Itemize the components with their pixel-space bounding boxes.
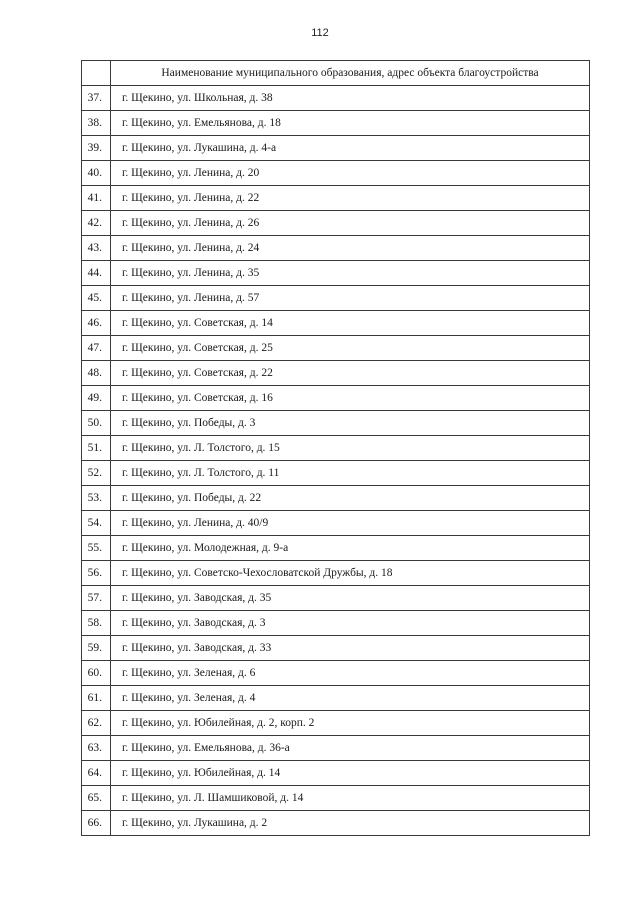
table-row	[82, 161, 590, 186]
row-address: г. Щекино, ул. Молодежная, д. 9-а	[111, 536, 590, 561]
row-address: г. Щекино, ул. Л. Шамшиковой, д. 14	[111, 786, 590, 811]
row-address: г. Щекино, ул. Ленина, д. 22	[111, 186, 590, 211]
table-row	[82, 811, 590, 836]
row-number: 43.	[82, 236, 111, 261]
row-address: г. Щекино, ул. Л. Толстого, д. 11	[111, 461, 590, 486]
row-address: г. Щекино, ул. Лукашина, д. 4-а	[111, 136, 590, 161]
address-table	[81, 60, 590, 836]
table-row	[82, 686, 590, 711]
row-address: г. Щекино, ул. Победы, д. 3	[111, 411, 590, 436]
table-row	[82, 286, 590, 311]
row-number: 54.	[82, 511, 111, 536]
row-number: 53.	[82, 486, 111, 511]
header-number-cell	[82, 61, 111, 86]
row-address: г. Щекино, ул. Заводская, д. 35	[111, 586, 590, 611]
table-row	[82, 411, 590, 436]
row-number: 52.	[82, 461, 111, 486]
table-row	[82, 211, 590, 236]
table-row	[82, 761, 590, 786]
table-body	[82, 86, 590, 836]
row-number: 41.	[82, 186, 111, 211]
row-address: г. Щекино, ул. Заводская, д. 3	[111, 611, 590, 636]
row-number: 46.	[82, 311, 111, 336]
table-row	[82, 261, 590, 286]
row-number: 42.	[82, 211, 111, 236]
row-number: 40.	[82, 161, 111, 186]
row-number: 49.	[82, 386, 111, 411]
table-row	[82, 186, 590, 211]
row-address: г. Щекино, ул. Школьная, д. 38	[111, 86, 590, 111]
table-row	[82, 511, 590, 536]
row-number: 44.	[82, 261, 111, 286]
table-row	[82, 561, 590, 586]
table-row	[82, 711, 590, 736]
row-address: г. Щекино, ул. Победы, д. 22	[111, 486, 590, 511]
row-address: г. Щекино, ул. Советская, д. 22	[111, 361, 590, 386]
row-address: г. Щекино, ул. Советская, д. 14	[111, 311, 590, 336]
row-number: 62.	[82, 711, 111, 736]
row-address: г. Щекино, ул. Ленина, д. 40/9	[111, 511, 590, 536]
table-row	[82, 311, 590, 336]
row-address: г. Щекино, ул. Л. Толстого, д. 15	[111, 436, 590, 461]
row-address: г. Щекино, ул. Советско-Чехословатской Дружбы, д. 18	[111, 561, 590, 586]
table-row	[82, 361, 590, 386]
row-address: г. Щекино, ул. Зеленая, д. 4	[111, 686, 590, 711]
row-number: 66.	[82, 811, 111, 836]
table-header-row	[82, 61, 590, 86]
row-number: 57.	[82, 586, 111, 611]
table-row	[82, 586, 590, 611]
row-address: г. Щекино, ул. Юбилейная, д. 14	[111, 761, 590, 786]
table-row	[82, 336, 590, 361]
row-number: 65.	[82, 786, 111, 811]
row-address: г. Щекино, ул. Зеленая, д. 6	[111, 661, 590, 686]
table-row	[82, 111, 590, 136]
table-row	[82, 236, 590, 261]
row-address: г. Щекино, ул. Советская, д. 16	[111, 386, 590, 411]
row-address: г. Щекино, ул. Ленина, д. 57	[111, 286, 590, 311]
row-number: 45.	[82, 286, 111, 311]
row-number: 58.	[82, 611, 111, 636]
table-row	[82, 536, 590, 561]
row-address: г. Щекино, ул. Ленина, д. 26	[111, 211, 590, 236]
row-address: г. Щекино, ул. Советская, д. 25	[111, 336, 590, 361]
row-address: г. Щекино, ул. Ленина, д. 35	[111, 261, 590, 286]
row-address: г. Щекино, ул. Емельянова, д. 18	[111, 111, 590, 136]
row-address: г. Щекино, ул. Лукашина, д. 2	[111, 811, 590, 836]
table-row	[82, 611, 590, 636]
row-number: 63.	[82, 736, 111, 761]
table-row	[82, 486, 590, 511]
row-number: 55.	[82, 536, 111, 561]
row-number: 50.	[82, 411, 111, 436]
row-address: г. Щекино, ул. Заводская, д. 33	[111, 636, 590, 661]
table-row	[82, 636, 590, 661]
page-number: 112	[311, 27, 329, 39]
table-row	[82, 786, 590, 811]
row-number: 51.	[82, 436, 111, 461]
row-number: 37.	[82, 86, 111, 111]
row-number: 64.	[82, 761, 111, 786]
table-row	[82, 661, 590, 686]
table-row	[82, 461, 590, 486]
table-row	[82, 136, 590, 161]
row-address: г. Щекино, ул. Емельянова, д. 36-а	[111, 736, 590, 761]
table-row	[82, 736, 590, 761]
row-number: 59.	[82, 636, 111, 661]
table-header: Наименование муниципального образования, адрес объекта благоустройства	[111, 61, 590, 86]
row-number: 39.	[82, 136, 111, 161]
row-number: 48.	[82, 361, 111, 386]
table-row	[82, 436, 590, 461]
row-address: г. Щекино, ул. Ленина, д. 20	[111, 161, 590, 186]
row-address: г. Щекино, ул. Ленина, д. 24	[111, 236, 590, 261]
row-address: г. Щекино, ул. Юбилейная, д. 2, корп. 2	[111, 711, 590, 736]
row-number: 38.	[82, 111, 111, 136]
table-row	[82, 86, 590, 111]
row-number: 61.	[82, 686, 111, 711]
row-number: 56.	[82, 561, 111, 586]
table-row	[82, 386, 590, 411]
row-number: 47.	[82, 336, 111, 361]
row-number: 60.	[82, 661, 111, 686]
